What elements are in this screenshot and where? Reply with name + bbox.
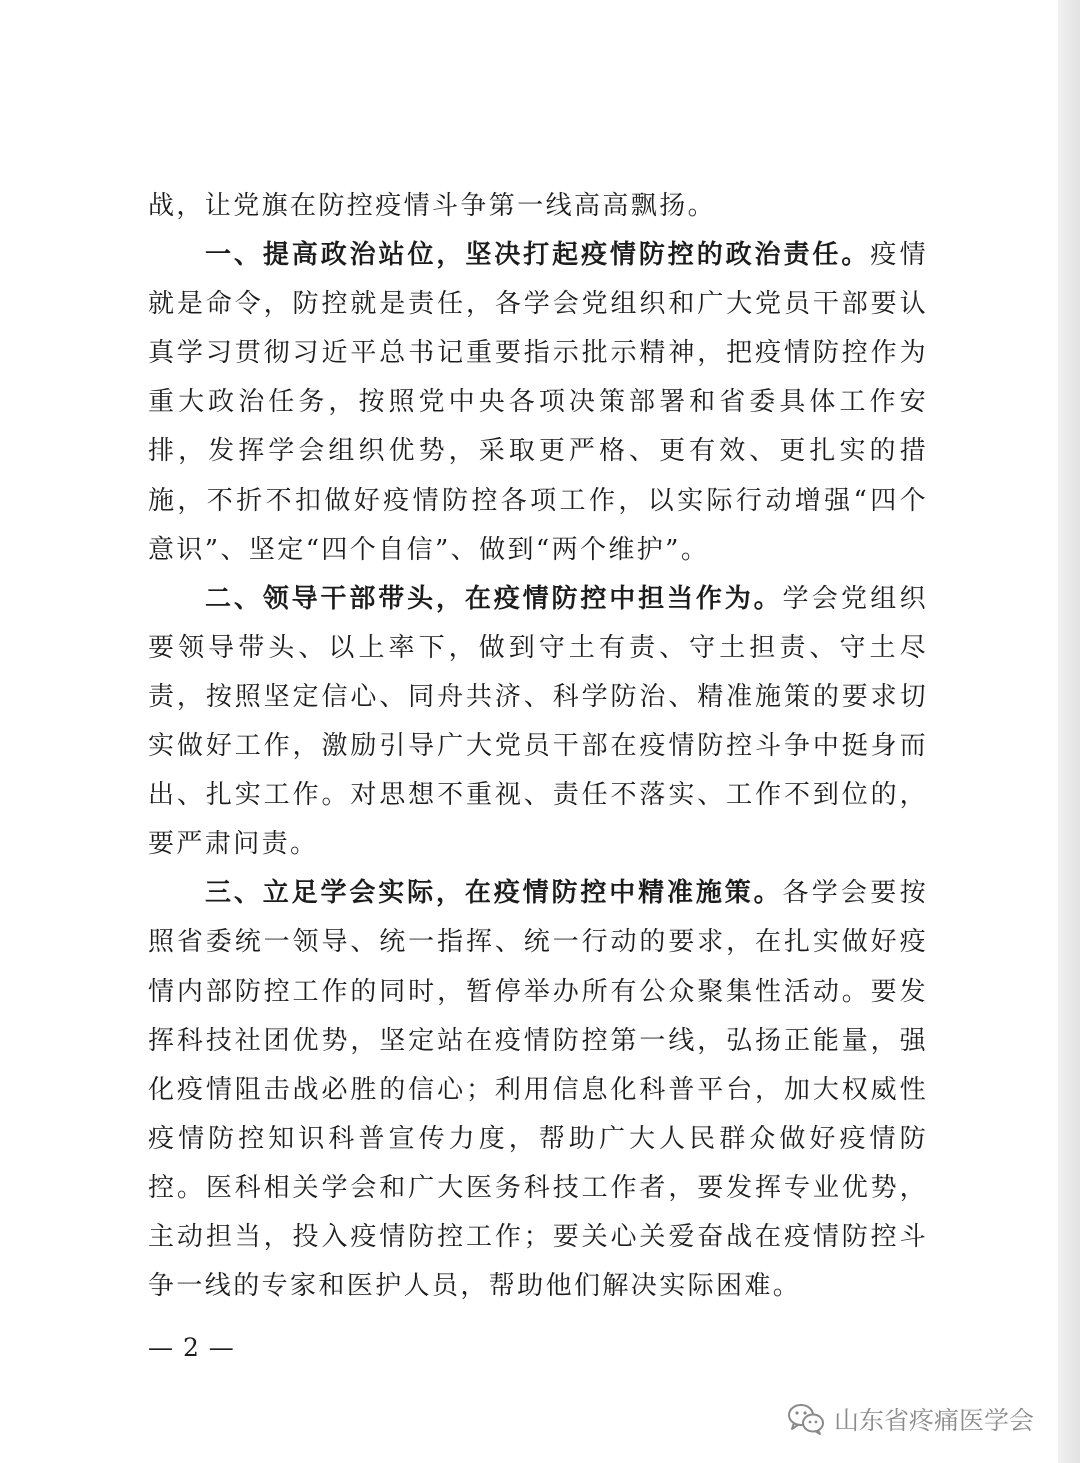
- wechat-icon: [786, 1402, 826, 1436]
- section-3: [148, 869, 928, 1311]
- watermark-text: 山东省疼痛医学会: [834, 1406, 1035, 1435]
- section-2: [148, 575, 928, 870]
- opening-line: 战，让党旗在防控疫情斗争第一线高高飘扬。: [148, 191, 717, 221]
- page-edge-shadow: [1058, 0, 1080, 1463]
- section-1-heading: 一、提高政治站位，坚决打起疫情防控的政治责任。: [205, 240, 871, 271]
- section-3-body: 各学会要按照省委统一领导、统一指挥、统一行动的要求，在扎实做好疫情内部防控工作的同时，暂停举办所有公众聚集性活动。要发挥科技社团优势，坚定站在疫情防控第一线，弘扬正能量，强化疫情阻击战必胜的信心；利用信息化科普平台，加大权威性疫情防控知识科普宣传力度，帮助广大人民群众做好疫情防控。医科相关学会和广大医务科技工作者，要发挥专业优势，主动担当，投入疫情防控工作；要关心关爱奋战在疫情防控斗争一线的专家和医护人员，帮助他们解决实际困难。: [148, 878, 928, 1302]
- section-1: [148, 231, 928, 575]
- section-2-body: 学会党组织要领导带头、以上率下，做到守土有责、守土担责、守土尽责，按照坚定信心、同舟共济、科学防治、精准施策的要求切实做好工作，激励引导广大党员干部在疫情防控斗争中挺身而出、扎实工作。对思想不重视、责任不落实、工作不到位的，要严肃问责。: [148, 583, 928, 860]
- source-watermark: [786, 1399, 1034, 1439]
- page-number: — 2 —: [148, 1333, 235, 1362]
- section-3-heading: 三、立足学会实际，在疫情防控中精准施策。: [205, 878, 783, 909]
- section-1-body: 疫情就是命令，防控就是责任，各学会党组织和广大党员干部要认真学习贯彻习近平总书记重要指示批示精神，把疫情防控作为重大政治任务，按照党中央各项决策部署和省委具体工作安排，发挥学会组织优势，采取更严格、更有效、更扎实的措施，不折不扣做好疫情防控各项工作，以实际行动增强“四个意识”、坚定“四个自信”、做到“两个维护”。: [148, 240, 928, 565]
- section-2-heading: 二、领导干部带头，在疫情防控中担当作为。: [205, 583, 783, 614]
- document-body: [148, 182, 928, 1311]
